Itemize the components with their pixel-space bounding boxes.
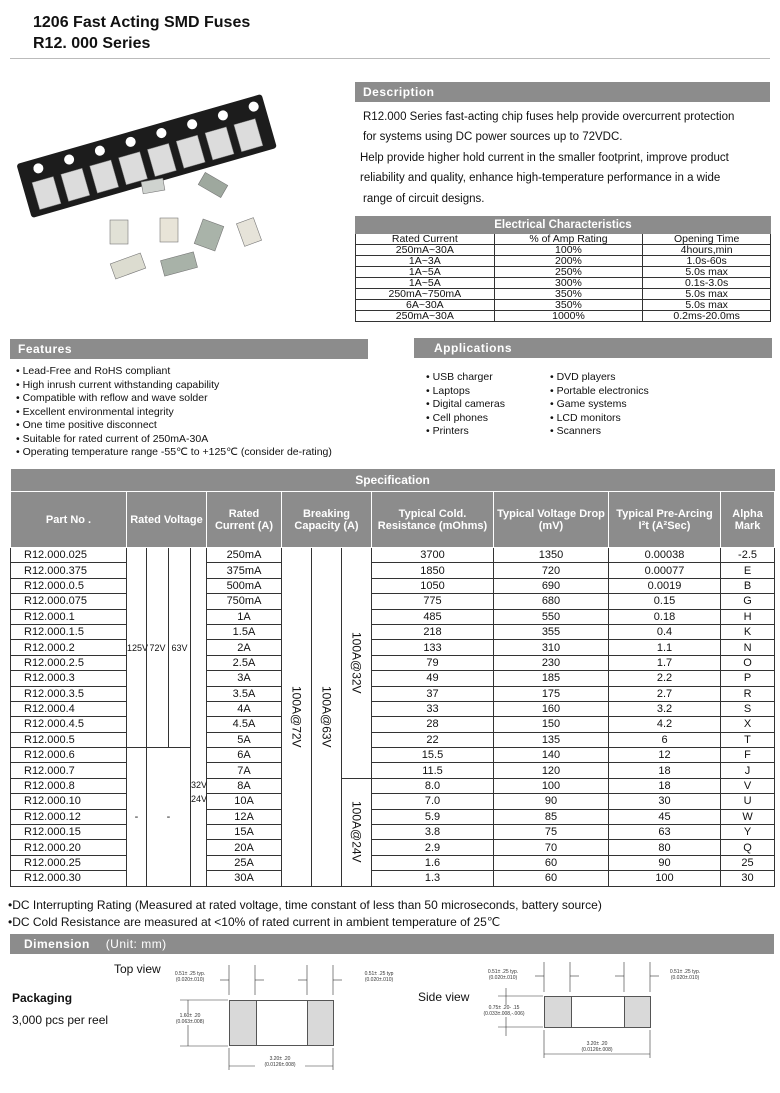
list-item: • Operating temperature range -55℃ to +125℃ (consider de-rating) xyxy=(16,446,332,460)
alpha-mark: -2.5 xyxy=(721,548,775,563)
list-item: • High inrush current withstanding capability xyxy=(16,379,332,393)
voltage-drop: 185 xyxy=(494,671,609,686)
voltage-drop: 310 xyxy=(494,640,609,655)
part-number: R12.000.4 xyxy=(11,701,127,716)
side-pad-left-dim xyxy=(478,969,528,981)
part-number: R12.000.2.5 xyxy=(11,655,127,670)
applications-list-2 xyxy=(550,371,649,439)
part-no-header: Part No . xyxy=(11,492,127,548)
side-pad-right-dim xyxy=(660,969,710,981)
part-number: R12.000.025 xyxy=(11,548,127,563)
table-cell: 1.0s-60s xyxy=(643,256,771,267)
dim-text: 1.60± .20 xyxy=(179,1013,201,1019)
voltage-drop: 150 xyxy=(494,717,609,732)
list-item: • Compatible with reflow and wave solder xyxy=(16,392,332,406)
table-cell: 1A~3A xyxy=(356,256,495,267)
rated-current: 10A xyxy=(207,794,282,809)
description-line-5: range of circuit designs. xyxy=(363,193,485,205)
resistance: 8.0 xyxy=(372,778,494,793)
part-number: R12.000.375 xyxy=(11,563,127,578)
resistance: 11.5 xyxy=(372,763,494,778)
rated-current: 750mA xyxy=(207,594,282,609)
i2t: 1.1 xyxy=(609,640,721,655)
part-number: R12.000.20 xyxy=(11,840,127,855)
resistance: 775 xyxy=(372,594,494,609)
breaking-72v xyxy=(282,548,312,887)
table-cell: 1A~5A xyxy=(356,267,495,278)
specification-heading: Specification xyxy=(11,469,775,492)
voltage-drop: 85 xyxy=(494,809,609,824)
rated-current: 250mA xyxy=(207,548,282,563)
part-number: R12.000.075 xyxy=(11,594,127,609)
list-item: • Game systems xyxy=(550,398,649,412)
specification-table xyxy=(10,469,775,887)
table-row xyxy=(11,809,775,824)
rated-current: 4.5A xyxy=(207,717,282,732)
part-number: R12.000.10 xyxy=(11,794,127,809)
voltage-drop: 90 xyxy=(494,794,609,809)
dim-text: 3.20± .20 xyxy=(586,1041,608,1047)
table-row xyxy=(11,624,775,639)
rated-current: 500mA xyxy=(207,578,282,593)
part-number: R12.000.1.5 xyxy=(11,624,127,639)
table-row xyxy=(11,794,775,809)
applications-list-1 xyxy=(426,371,505,439)
rated-current: 3.5A xyxy=(207,686,282,701)
resistance: 1850 xyxy=(372,563,494,578)
rated-current: 1A xyxy=(207,609,282,624)
list-item: • LCD monitors xyxy=(550,412,649,426)
product-photo xyxy=(10,70,340,300)
table-row xyxy=(11,686,775,701)
part-number: R12.000.1 xyxy=(11,609,127,624)
table-cell: 1A~5A xyxy=(356,278,495,289)
part-number: R12.000.4.5 xyxy=(11,717,127,732)
alpha-mark: F xyxy=(721,748,775,763)
dim-text: 0.51± .25 typ. xyxy=(669,969,701,975)
table-row xyxy=(356,311,771,322)
packaging-title: Packaging xyxy=(12,991,73,1005)
i2t: 18 xyxy=(609,778,721,793)
voltage-drop: 160 xyxy=(494,701,609,716)
list-item: • Printers xyxy=(426,425,505,439)
header-divider xyxy=(10,58,770,59)
alpha-mark: V xyxy=(721,778,775,793)
i2t: 4.2 xyxy=(609,717,721,732)
alpha-mark: R xyxy=(721,686,775,701)
top-height-dim xyxy=(165,1013,215,1025)
table-row xyxy=(11,763,775,778)
part-number: R12.000.7 xyxy=(11,763,127,778)
table-row xyxy=(11,748,775,763)
i2t: 3.2 xyxy=(609,701,721,716)
table-cell: 5.0s max xyxy=(643,289,771,300)
voltage-drop: 70 xyxy=(494,840,609,855)
table-row xyxy=(11,548,775,563)
table-row xyxy=(11,578,775,593)
dim-text: (0.020±.010) xyxy=(488,975,518,981)
voltage-drop: 75 xyxy=(494,825,609,840)
i2t: 0.00038 xyxy=(609,548,721,563)
voltage-32v-24v xyxy=(191,548,207,887)
alpha-mark: H xyxy=(721,609,775,624)
dimension-unit: (Unit: mm) xyxy=(105,937,167,951)
part-number: R12.000.15 xyxy=(11,825,127,840)
i2t: 0.4 xyxy=(609,624,721,639)
table-cell: 5.0s max xyxy=(643,300,771,311)
packaging-text: 3,000 pcs per reel xyxy=(12,1013,109,1027)
table-cell: 6A~30A xyxy=(356,300,495,311)
electrical-characteristics-table xyxy=(355,216,771,322)
description-line-4: reliability and quality, enhance high-temperature performance in a wide xyxy=(360,172,721,184)
alpha-mark: K xyxy=(721,624,775,639)
part-number: R12.000.2 xyxy=(11,640,127,655)
table-row xyxy=(11,640,775,655)
voltage-drop: 680 xyxy=(494,594,609,609)
voltage-drop: 1350 xyxy=(494,548,609,563)
voltage-drop: 60 xyxy=(494,855,609,870)
i2t-header: Typical Pre-Arcing I²t (A²Sec) xyxy=(609,492,721,548)
dim-text: (0.0126±.008) xyxy=(581,1047,613,1053)
voltage-drop: 60 xyxy=(494,871,609,886)
alpha-mark: 25 xyxy=(721,855,775,870)
spec-header-row xyxy=(11,492,775,548)
description-line-2: for systems using DC power sources up to 72VDC. xyxy=(363,131,623,143)
table-cell: 250mA~750mA xyxy=(356,289,495,300)
table-cell: 5.0s max xyxy=(643,267,771,278)
alpha-mark: N xyxy=(721,640,775,655)
side-view-label: Side view xyxy=(418,990,470,1004)
rated-current: 12A xyxy=(207,809,282,824)
table-row xyxy=(356,300,771,311)
i2t: 0.00077 xyxy=(609,563,721,578)
rated-current: 25A xyxy=(207,855,282,870)
part-number: R12.000.6 xyxy=(11,748,127,763)
alpha-mark: W xyxy=(721,809,775,824)
voltage-63v: 63V xyxy=(169,548,191,748)
alpha-mark: 30 xyxy=(721,871,775,886)
table-cell: 350% xyxy=(494,289,643,300)
voltage-125v: 125V xyxy=(127,548,147,748)
table-row xyxy=(11,732,775,747)
top-length-dim xyxy=(255,1056,305,1068)
list-item: • Portable electronics xyxy=(550,385,649,399)
dim-text: (0.020±.010) xyxy=(364,977,394,983)
voltage-drop: 135 xyxy=(494,732,609,747)
voltage-drop: 100 xyxy=(494,778,609,793)
table-row xyxy=(11,563,775,578)
rated-current: 7A xyxy=(207,763,282,778)
table-cell: 4hours,min xyxy=(643,245,771,256)
table-cell: 300% xyxy=(494,278,643,289)
dim-text: (0.020±.010) xyxy=(670,975,700,981)
i2t: 0.18 xyxy=(609,609,721,624)
voltage-32v: 32V xyxy=(191,779,208,790)
specification-section xyxy=(10,469,774,887)
breaking-63v xyxy=(312,548,342,887)
table-row xyxy=(11,855,775,870)
voltage-drop: 120 xyxy=(494,763,609,778)
description-line-1: R12.000 Series fast-acting chip fuses help provide overcurrent protection xyxy=(363,111,735,123)
resistance-header: Typical Cold. Resistance (mOhms) xyxy=(372,492,494,548)
list-item: • DVD players xyxy=(550,371,649,385)
breaking-32v-text: 100A@32V xyxy=(349,632,364,694)
list-item: • Excellent environmental integrity xyxy=(16,406,332,420)
resistance: 1.3 xyxy=(372,871,494,886)
voltage-dash: - xyxy=(147,748,191,887)
voltage-72v: 72V xyxy=(147,548,169,748)
i2t: 2.7 xyxy=(609,686,721,701)
i2t: 2.2 xyxy=(609,671,721,686)
table-row xyxy=(11,671,775,686)
alpha-mark: B xyxy=(721,578,775,593)
dim-text: (0.033±.008,-.006) xyxy=(483,1011,525,1017)
resistance: 3.8 xyxy=(372,825,494,840)
side-length-dim xyxy=(572,1041,622,1053)
top-pad-left-dim xyxy=(165,971,215,983)
i2t: 1.7 xyxy=(609,655,721,670)
list-item: • Laptops xyxy=(426,385,505,399)
list-item: • Digital cameras xyxy=(426,398,505,412)
resistance: 7.0 xyxy=(372,794,494,809)
part-number: R12.000.0.5 xyxy=(11,578,127,593)
rated-current: 2A xyxy=(207,640,282,655)
table-row xyxy=(11,717,775,732)
rated-current: 5A xyxy=(207,732,282,747)
column-header: % of Amp Rating xyxy=(494,234,643,245)
note-1-text: DC Interrupting Rating (Measured at rated voltage, time constant of less than 50 microseconds, battery source) xyxy=(12,898,602,912)
alpha-mark: Y xyxy=(721,825,775,840)
rated-current: 8A xyxy=(207,778,282,793)
voltage-24v: 24V xyxy=(191,793,208,804)
description-line-3: Help provide higher hold current in the smaller footprint, improve product xyxy=(360,152,729,164)
series-title: R12. 000 Series xyxy=(33,35,151,52)
i2t: 0.0019 xyxy=(609,578,721,593)
i2t: 90 xyxy=(609,855,721,870)
rated-current: 3A xyxy=(207,671,282,686)
alpha-mark: Q xyxy=(721,840,775,855)
part-number: R12.000.25 xyxy=(11,855,127,870)
alpha-mark: X xyxy=(721,717,775,732)
part-number: R12.000.30 xyxy=(11,871,127,886)
table-header-row xyxy=(356,234,771,245)
alpha-mark-header: Alpha Mark xyxy=(721,492,775,548)
voltage-drop-header: Typical Voltage Drop (mV) xyxy=(494,492,609,548)
rated-current: 2.5A xyxy=(207,655,282,670)
voltage-drop: 690 xyxy=(494,578,609,593)
top-pad-right-dim xyxy=(354,971,404,983)
column-header: Rated Current xyxy=(356,234,495,245)
part-number: R12.000.8 xyxy=(11,778,127,793)
list-item: • Cell phones xyxy=(426,412,505,426)
table-cell: 0.2ms-20.0ms xyxy=(643,311,771,322)
table-row xyxy=(356,289,771,300)
table-row xyxy=(356,256,771,267)
dimension-heading: Dimension xyxy=(24,937,90,951)
alpha-mark: J xyxy=(721,763,775,778)
list-item: • Suitable for rated current of 250mA-30A xyxy=(16,433,332,447)
alpha-mark: P xyxy=(721,671,775,686)
i2t: 18 xyxy=(609,763,721,778)
table-row xyxy=(11,825,775,840)
resistance: 485 xyxy=(372,609,494,624)
alpha-mark: O xyxy=(721,655,775,670)
alpha-mark: G xyxy=(721,594,775,609)
note-2-text: DC Cold Resistance are measured at <10% of rated current in ambient temperature of 25℃ xyxy=(12,915,501,929)
dim-text: 3.20± .20 xyxy=(269,1056,291,1062)
i2t: 63 xyxy=(609,825,721,840)
voltage-drop: 720 xyxy=(494,563,609,578)
dim-text: 0.51± .25 typ. xyxy=(174,971,206,977)
table-cell: 1000% xyxy=(494,311,643,322)
table-row xyxy=(356,267,771,278)
table-cell: 350% xyxy=(494,300,643,311)
alpha-mark: S xyxy=(721,701,775,716)
i2t: 45 xyxy=(609,809,721,824)
breaking-72v-text: 100A@72V xyxy=(289,686,304,748)
rated-current: 30A xyxy=(207,871,282,886)
table-row xyxy=(356,245,771,256)
voltage-drop: 230 xyxy=(494,655,609,670)
description-heading: Description xyxy=(355,82,770,102)
resistance: 3700 xyxy=(372,548,494,563)
dim-text: 0.51± .25 typ xyxy=(364,971,394,977)
rated-current: 1.5A xyxy=(207,624,282,639)
resistance: 15.5 xyxy=(372,748,494,763)
alpha-mark: U xyxy=(721,794,775,809)
breaking-capacity-header: Breaking Capacity (A) xyxy=(282,492,372,548)
applications-heading: Applications xyxy=(414,338,772,358)
part-number: R12.000.3 xyxy=(11,671,127,686)
breaking-32v xyxy=(342,548,372,779)
table-row xyxy=(356,278,771,289)
dim-text: 0.75± .20- .15 xyxy=(488,1005,520,1011)
i2t: 0.15 xyxy=(609,594,721,609)
alpha-mark: E xyxy=(721,563,775,578)
i2t: 12 xyxy=(609,748,721,763)
electrical-heading: Electrical Characteristics xyxy=(356,217,771,234)
resistance: 37 xyxy=(372,686,494,701)
voltage-drop: 140 xyxy=(494,748,609,763)
table-cell: 250mA~30A xyxy=(356,311,495,322)
resistance: 1050 xyxy=(372,578,494,593)
voltage-drop: 355 xyxy=(494,624,609,639)
page-title: 1206 Fast Acting SMD Fuses xyxy=(33,14,251,31)
list-item: • Scanners xyxy=(550,425,649,439)
resistance: 218 xyxy=(372,624,494,639)
list-item: • USB charger xyxy=(426,371,505,385)
side-height-dim xyxy=(476,1005,532,1017)
note-2: •DC Cold Resistance are measured at <10% of rated current in ambient temperature of 25℃ xyxy=(8,915,501,929)
resistance: 79 xyxy=(372,655,494,670)
voltage-drop: 175 xyxy=(494,686,609,701)
table-row xyxy=(11,594,775,609)
resistance: 1.6 xyxy=(372,855,494,870)
table-cell: 100% xyxy=(494,245,643,256)
resistance: 33 xyxy=(372,701,494,716)
rated-voltage-header: Rated Voltage xyxy=(127,492,207,548)
rated-current: 20A xyxy=(207,840,282,855)
rated-current: 6A xyxy=(207,748,282,763)
list-item: • One time positive disconnect xyxy=(16,419,332,433)
i2t: 30 xyxy=(609,794,721,809)
breaking-63v-text: 100A@63V xyxy=(319,686,334,748)
voltage-drop: 550 xyxy=(494,609,609,624)
features-list xyxy=(16,365,332,460)
i2t: 100 xyxy=(609,871,721,886)
rated-current: 15A xyxy=(207,825,282,840)
resistance: 49 xyxy=(372,671,494,686)
dim-text: (0.063±.008) xyxy=(175,1019,205,1025)
part-number: R12.000.5 xyxy=(11,732,127,747)
table-cell: 250% xyxy=(494,267,643,278)
table-row xyxy=(11,609,775,624)
rated-current: 375mA xyxy=(207,563,282,578)
table-cell: 250mA~30A xyxy=(356,245,495,256)
column-header: Opening Time xyxy=(643,234,771,245)
table-cell: 0.1s-3.0s xyxy=(643,278,771,289)
dim-text: (0.0126±.008) xyxy=(264,1062,296,1068)
list-item: • Lead-Free and RoHS compliant xyxy=(16,365,332,379)
dimension-heading-bar xyxy=(10,934,774,954)
alpha-mark: T xyxy=(721,732,775,747)
resistance: 5.9 xyxy=(372,809,494,824)
dim-text: (0.020±.010) xyxy=(175,977,205,983)
resistance: 28 xyxy=(372,717,494,732)
voltage-dash: - xyxy=(127,748,147,887)
breaking-24v-text: 100A@24V xyxy=(349,801,364,863)
resistance: 2.9 xyxy=(372,840,494,855)
part-number: R12.000.3.5 xyxy=(11,686,127,701)
rated-current: 4A xyxy=(207,701,282,716)
note-1: •DC Interrupting Rating (Measured at rated voltage, time constant of less than 50 microseconds, battery source) xyxy=(8,898,602,912)
resistance: 133 xyxy=(372,640,494,655)
table-row xyxy=(11,701,775,716)
table-row xyxy=(11,840,775,855)
table-cell: 200% xyxy=(494,256,643,267)
features-heading: Features xyxy=(10,339,368,359)
table-row xyxy=(11,778,775,793)
part-number: R12.000.12 xyxy=(11,809,127,824)
table-row xyxy=(11,871,775,886)
rated-current-header: Rated Current (A) xyxy=(207,492,282,548)
dim-text: 0.51± .25 typ. xyxy=(487,969,519,975)
i2t: 6 xyxy=(609,732,721,747)
breaking-24v xyxy=(342,778,372,886)
i2t: 80 xyxy=(609,840,721,855)
table-row xyxy=(11,655,775,670)
top-view-label: Top view xyxy=(114,962,161,976)
resistance: 22 xyxy=(372,732,494,747)
